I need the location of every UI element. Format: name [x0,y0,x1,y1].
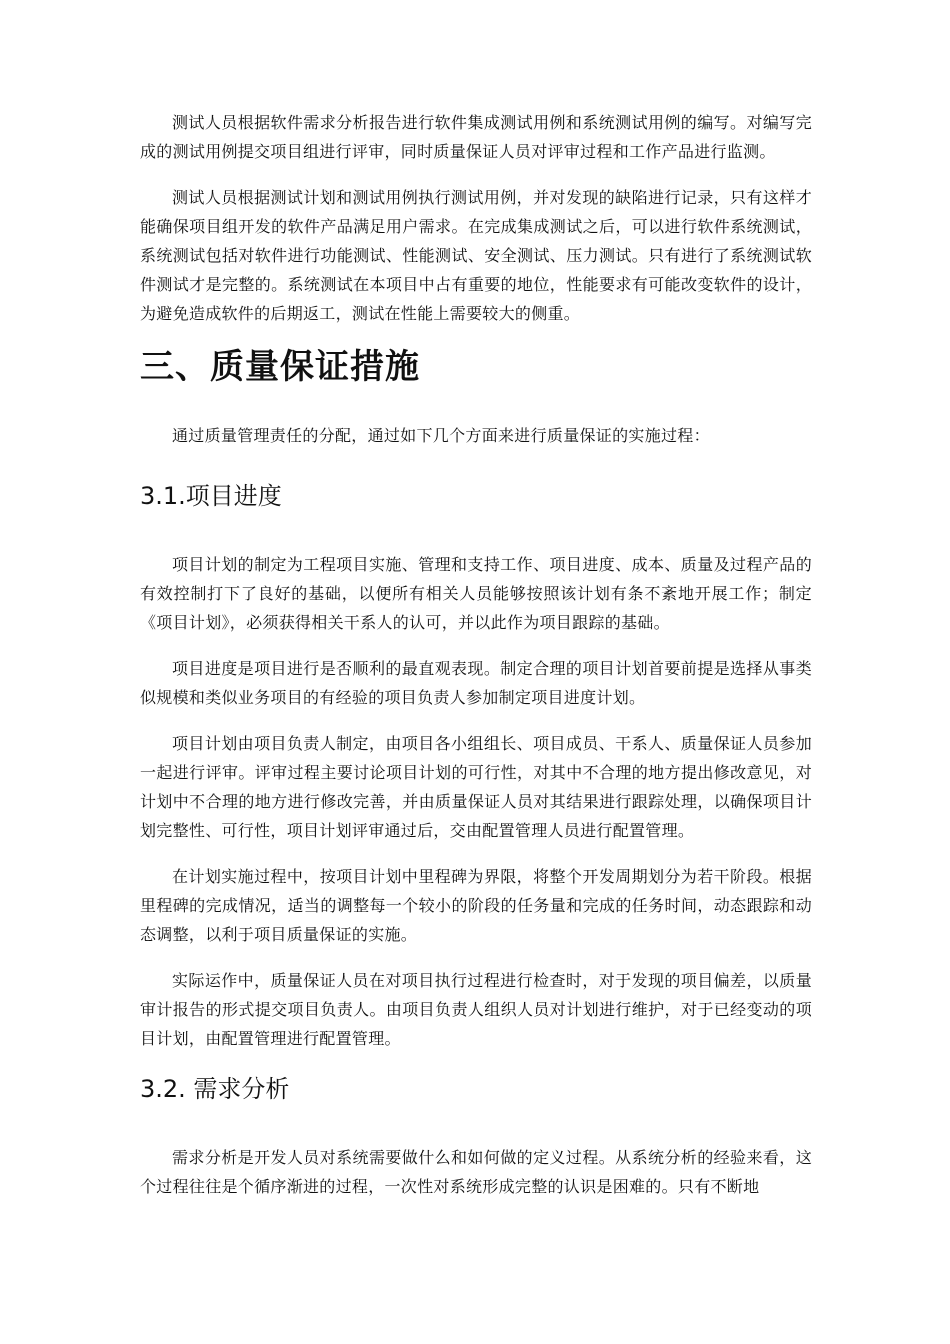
section-intro-paragraph: 通过质量管理责任的分配，通过如下几个方面来进行质量保证的实施过程： [172,426,710,445]
document-page [140,108,812,1218]
subsection-heading: 3.2. 需求分析 [140,1075,290,1103]
body-paragraph: 测试人员根据软件需求分析报告进行软件集成测试用例和系统测试用例的编写。对编写完成的测试用例提交项目组进行评审，同时质量保证人员对评审过程和工作产品进行监测。 [140,113,812,161]
body-paragraph: 项目进度是项目进行是否顺利的最直观表现。制定合理的项目计划首要前提是选择从事类似规模和类似业务项目的有经验的项目负责人参加制定项目进度计划。 [140,659,812,707]
body-paragraph: 需求分析是开发人员对系统需要做什么和如何做的定义过程。从系统分析的经验来看，这个过程往往是个循序渐进的过程，一次性对系统形成完整的认识是困难的。只有不断地 [140,1148,812,1196]
body-paragraph: 测试人员根据测试计划和测试用例执行测试用例，并对发现的缺陷进行记录，只有这样才能确保项目组开发的软件产品满足用户需求。在完成集成测试之后，可以进行软件系统测试，系统测试包括对软件进行功能测试、性能测试、安全测试、压力测试。只有进行了系统测试软件测试才是完整的。系统测试在本项目中占有重要的地位，性能要求有可能改变软件的设计，为避免造成软件的后期返工，测试在性能上需要较大的侧重。 [140,188,812,323]
body-paragraph: 项目计划由项目负责人制定，由项目各小组组长、项目成员、干系人、质量保证人员参加一起进行评审。评审过程主要讨论项目计划的可行性，对其中不合理的地方提出修改意见，对计划中不合理的地方进行修改完善，并由质量保证人员对其结果进行跟踪处理，以确保项目计划完整性、可行性，项目计划评审通过后，交由配置管理人员进行配置管理。 [140,734,812,840]
body-paragraph: 项目计划的制定为工程项目实施、管理和支持工作、项目进度、成本、质量及过程产品的有效控制打下了良好的基础，以便所有相关人员能够按照该计划有条不紊地开展工作；制定《项目计划》，必须获得相关干系人的认可，并以此作为项目跟踪的基础。 [140,555,812,632]
body-paragraph: 在计划实施过程中，按项目计划中里程碑为界限，将整个开发周期划分为若干阶段。根据里程碑的完成情况，适当的调整每一个较小的阶段的任务量和完成的任务时间，动态跟踪和动态调整，以利于项目质量保证的实施。 [140,867,812,944]
subsection-heading: 3.1.项目进度 [140,482,282,510]
section-heading: 三、质量保证措施 [140,347,420,387]
body-paragraph: 实际运作中，质量保证人员在对项目执行过程进行检查时，对于发现的项目偏差，以质量审计报告的形式提交项目负责人。由项目负责人组织人员对计划进行维护，对于已经变动的项目计划，由配置管理进行配置管理。 [140,971,812,1048]
